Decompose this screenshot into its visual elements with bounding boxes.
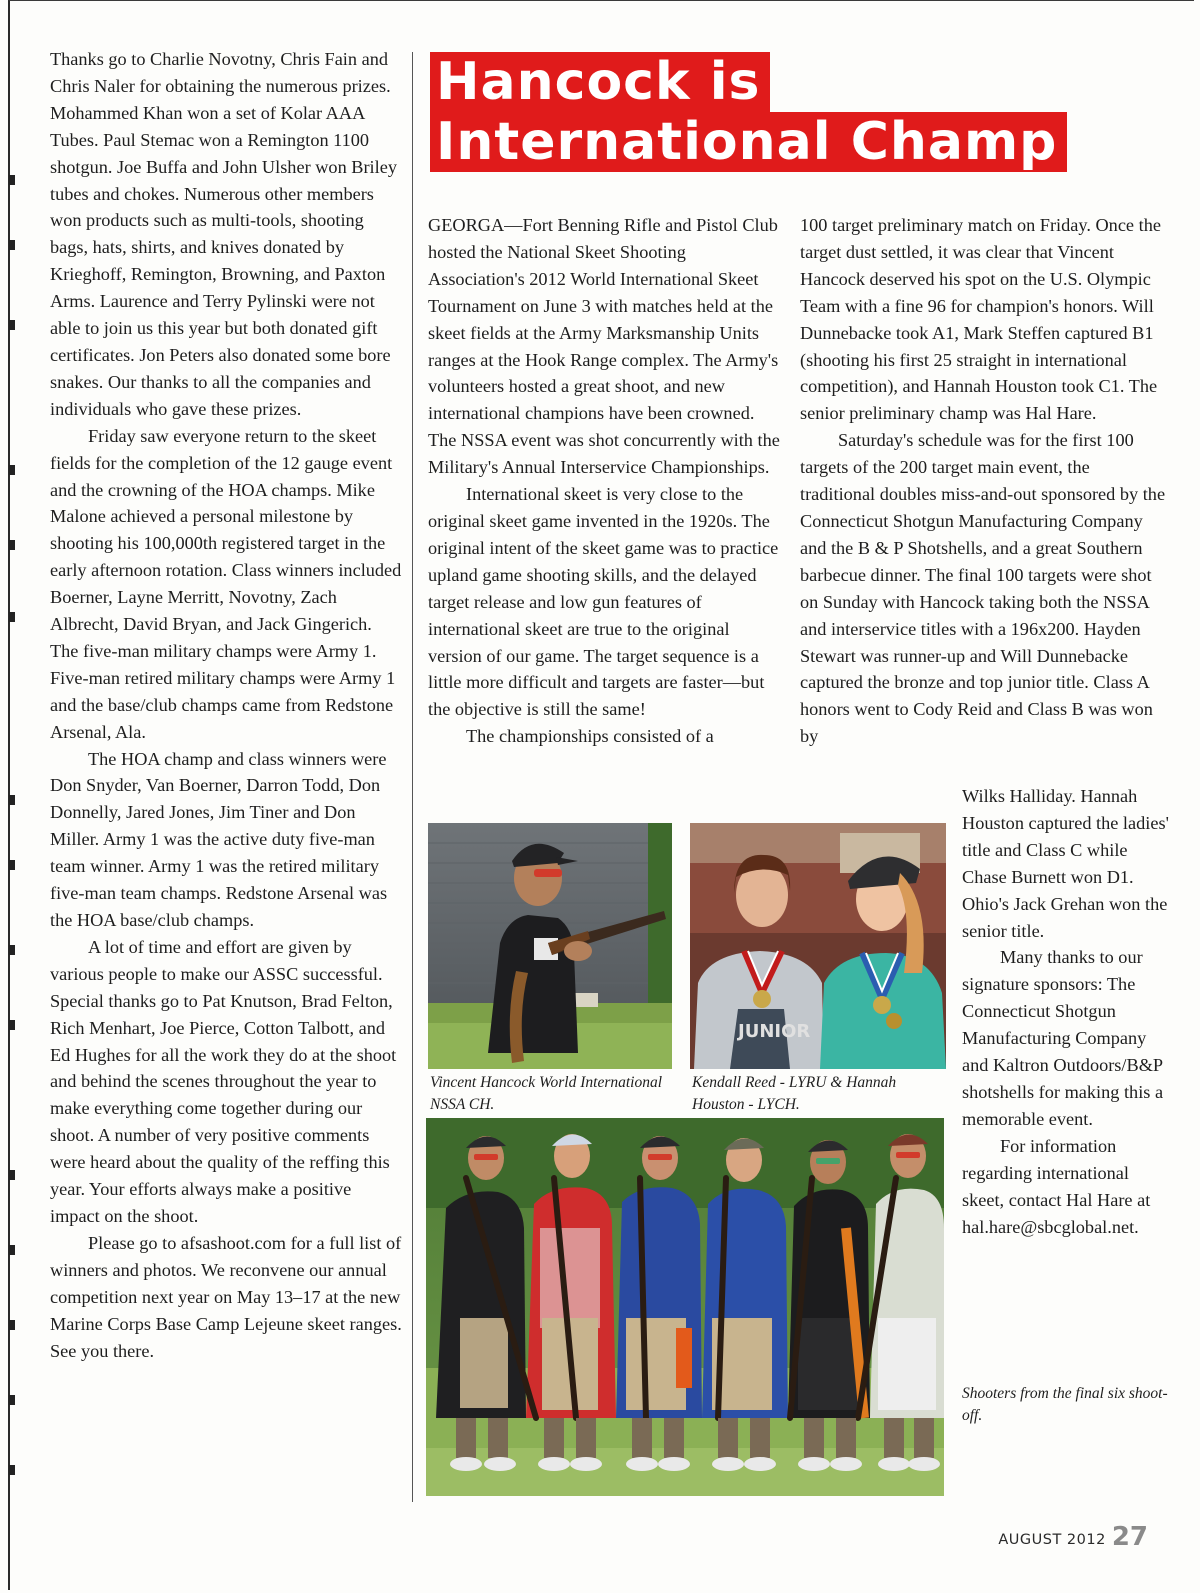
margin-mark bbox=[9, 240, 15, 250]
margin-mark bbox=[9, 612, 15, 622]
article-column-left bbox=[50, 46, 402, 1364]
paragraph: GEORGA—Fort Benning Rifle and Pistol Club hosted the National Skeet Shooting Association's 2012 World International Skeet Tournament on June 3 with matches held at the skeet fields at the Army Marksmanship Units ranges at the Hook Range complex. The Army's volunteers hosted a great shoot, and new international champions have been crowned. The NSSA event was shot concurrently with the Military's Annual Interservice Championships. bbox=[428, 215, 780, 478]
paragraph: Many thanks to our signature sponsors: The Connecticut Shotgun Manufacturing Company and Kaltron Outdoors/B&P shotshells for making this a memorable event. bbox=[962, 947, 1164, 1129]
paragraph: Thanks go to Charlie Novotny, Chris Fain and Chris Naler for obtaining the numerous prizes. Mohammed Khan won a set of Kolar AAA Tubes. Paul Stemac won a Remington 1100 shotgun. Joe Buffa and John Ulsher won Briley tubes and chokes. Numerous other members won products such as multi-tools, shooting bags, hats, shirts, and knives donated by Krieghoff, Remington, Browning, and Paxton Arms. Laurence and Terry Pylinski were not able to join us this year but both donated gift certificates. Jon Peters also donated some bore snakes. Our thanks to all the companies and individuals who gave these prizes. bbox=[50, 49, 397, 419]
paragraph: Friday saw everyone return to the skeet fields for the completion of the 12 gauge event and the crowning of the HOA champs. Mike Malone achieved a personal milestone by shooting his 100,000th registered target in the early afternoon rotation. Class winners included Boerner, Layne Merritt, Novotny, Zach Albrecht, David Bryan, and Jack Gingerich. The five-man military champs were Army 1. Five-man retired military champs were Army 1 and the base/club champs came from Redstone Arsenal, Ala. bbox=[50, 425, 402, 742]
margin-mark bbox=[9, 1245, 15, 1255]
margin-mark bbox=[9, 1465, 15, 1475]
margin-mark bbox=[9, 795, 15, 805]
photo-illustration bbox=[426, 1118, 944, 1496]
margin-mark bbox=[9, 540, 15, 550]
margin-mark bbox=[9, 945, 15, 955]
paragraph: Saturday's schedule was for the first 100 targets of the 200 target main event, the traditional doubles miss-and-out sponsored by the Connecticut Shotgun Manufacturing Company and the B & P Shotshells, and a great Southern barbecue dinner. The final 100 targets were shot on Sunday with Hancock taking both the NSSA and interservice titles with a 196x200. Hayden Stewart was runner-up and Will Dunnebacke captured the bronze and top junior title. Class A honors went to Cody Reid and Class B was won by bbox=[800, 430, 1166, 747]
paragraph: International skeet is very close to the original skeet game invented in the 1920s. The original intent of the skeet game was to practice upland game shooting skills, and the delayed target release and low gun features of international skeet are true to the original version of our game. The target sequence is a little more difficult and targets are faster—but the objective is still the same! bbox=[428, 484, 779, 720]
margin-mark bbox=[9, 1320, 15, 1330]
paragraph: The championships consisted of a bbox=[466, 726, 714, 747]
margin-mark bbox=[9, 1020, 15, 1030]
photo-kendall-hannah bbox=[690, 823, 946, 1069]
paragraph: The HOA champ and class winners were Don Snyder, Van Boerner, Darron Todd, Don Donnelly, Jared Jones, Jim Tiner and Don Miller. Army 1 was the active duty five-man team winner. Army 1 was the retired military five-man team champs. Redstone Arsenal was the HOA base/club champs. bbox=[50, 748, 388, 930]
caption-photo-1: Vincent Hancock World International NSSA CH. bbox=[430, 1074, 663, 1113]
margin-mark bbox=[9, 860, 15, 870]
page-number: 27 bbox=[1111, 1522, 1148, 1552]
margin-mark bbox=[9, 1170, 15, 1180]
issue-date: AUGUST 2012 bbox=[998, 1532, 1106, 1548]
article-column-middle bbox=[428, 212, 783, 750]
column-divider bbox=[412, 52, 413, 1502]
page-footer bbox=[998, 1522, 1148, 1552]
margin-mark bbox=[9, 465, 15, 475]
margin-mark bbox=[9, 175, 15, 185]
headline-line-1: Hancock is bbox=[430, 52, 770, 112]
article-column-right-narrow bbox=[962, 783, 1172, 1240]
photo-illustration bbox=[690, 823, 946, 1069]
paragraph: A lot of time and effort are given by various people to make our ASSC successful. Special thanks go to Pat Knutson, Brad Felton, Rich Menhart, Joe Pierce, Cotton Talbott, and Ed Hughes for all the work they do at the shoot and behind the scenes throughout the year to make everything come together during our shoot. A number of very positive comments were heard about the quality of the reffing this year. Your efforts always make a positive impact on the shoot. bbox=[50, 936, 397, 1226]
paragraph: For information regarding international skeet, contact Hal Hare at hal.hare@sbcglobal.net. bbox=[962, 1135, 1151, 1237]
caption-photo-2: Kendall Reed - LYRU & Hannah Houston - LYCH. bbox=[692, 1074, 897, 1113]
headline-line-2: International Champ bbox=[430, 112, 1067, 172]
svg-text:JUNIOR: JUNIOR bbox=[738, 1021, 811, 1042]
paragraph: Please go to afsashoot.com for a full list of winners and photos. We reconvene our annual competition next year on May 13–17 at the new Marine Corps Base Camp Lejeune skeet ranges. See you there. bbox=[50, 1232, 402, 1361]
photo-illustration bbox=[428, 823, 672, 1069]
paragraph: Wilks Halliday. Hannah Houston captured the ladies' title and Class C while Chase Burnett won D1. Ohio's Jack Grehan won the senior title. bbox=[962, 786, 1169, 941]
margin-mark bbox=[9, 1395, 15, 1405]
photo-vincent-hancock bbox=[428, 823, 672, 1069]
margin-mark bbox=[9, 320, 15, 330]
article-column-right bbox=[800, 212, 1168, 750]
caption-photo-3: Shooters from the final six shoot-off. bbox=[962, 1385, 1168, 1424]
photo-final-six bbox=[426, 1118, 944, 1496]
paragraph: 100 target preliminary match on Friday. Once the target dust settled, it was clear that Vincent Hancock deserved his spot on the U.S. Olympic Team with a fine 96 for champion's honors. Will Dunnebacke took A1, Mark Steffen captured B1 (shooting his first 25 straight in international competition), and Hannah Houston took C1. The senior preliminary champ was Hal Hare. bbox=[800, 215, 1161, 424]
